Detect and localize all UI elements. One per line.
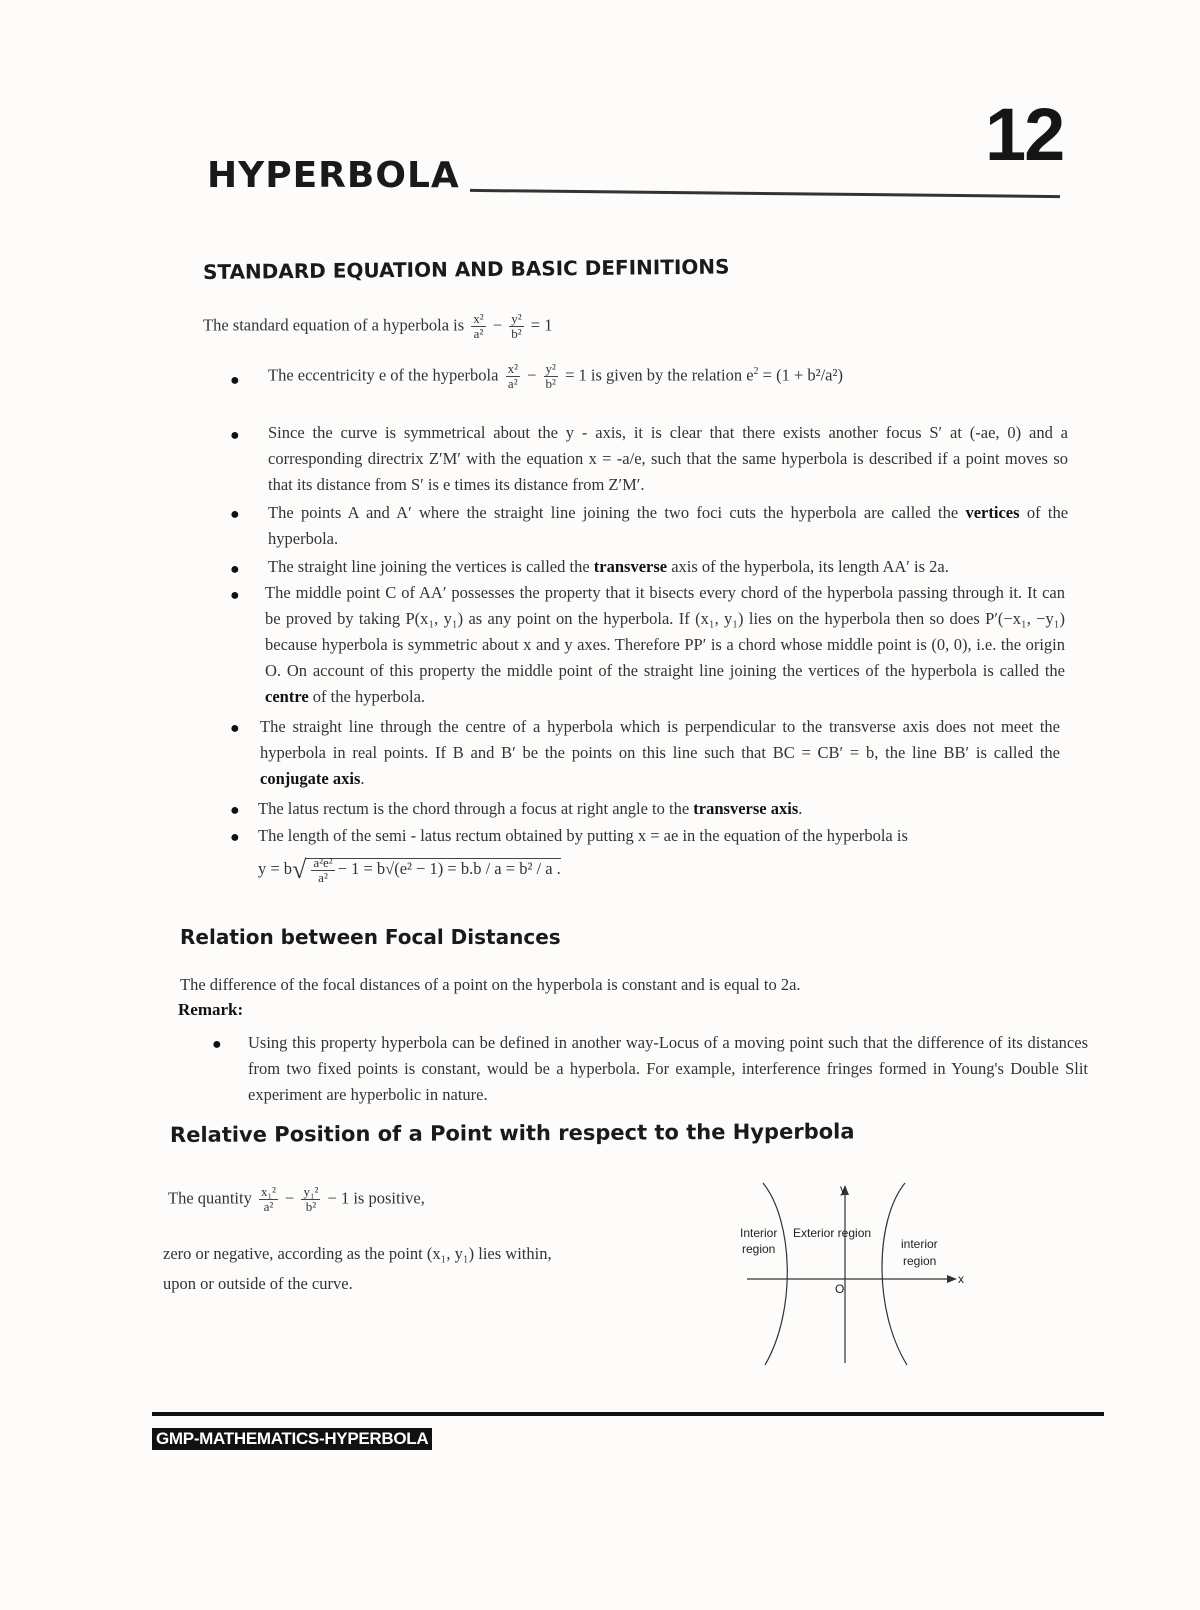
interior-left-label-2: region: [742, 1242, 776, 1256]
semi-latus-equation: y = b√ $\frac{\text{a²e²}}{\text{a²}}$ − 1 = b√(e² − 1) = b.b / a = b² / a .: [258, 854, 561, 885]
conjugate-bold: conjugate axis: [260, 769, 361, 788]
bullet-icon: ●: [230, 506, 240, 523]
standard-equation-line: The standard equation of a hyperbola is $\frac{\text{x²}}{\text{a²}}$ − $\frac{\text{y²}}{\text{b²}}$ = 1: [203, 311, 553, 341]
origin-label: O: [835, 1282, 845, 1296]
section-heading-relative-position: Relative Position of a Point with respect to the Hyperbola: [169, 1119, 855, 1147]
x-axis-arrow-icon: [947, 1275, 957, 1283]
interior-right-label-2: region: [903, 1254, 937, 1268]
vertices-text-a: The points A and A′ where the straight line joining the two foci cuts the hyperbola are called the: [268, 503, 959, 522]
list-item-conjugate: [260, 714, 1060, 792]
bullet-icon: ●: [230, 720, 240, 737]
conjugate-text-a: The straight line through the centre of a hyperbola which is perpendicular to the transverse axis does not meet the hyperbola in real points. If B and B′ be the points on this line such that BC = CB′ = b, the line BB′ is called the: [260, 717, 1060, 762]
footer-label: GMP-MATHEMATICS-HYPERBOLA: [152, 1428, 432, 1450]
title-rule: [470, 189, 1060, 198]
quantity-line-2: zero or negative, according as the point (x₁, y₁) lies within,: [163, 1244, 552, 1263]
interior-left-label-1: Interior: [740, 1226, 778, 1240]
list-item-centre: [265, 580, 1065, 710]
section-heading-focal-distances: Relation between Focal Distances: [180, 925, 561, 949]
hyperbola-regions-diagram: [735, 1175, 975, 1375]
interior-right-label-1: interior: [901, 1237, 938, 1251]
eccentricity-relation-text: = 1 is given by the relation e: [565, 365, 754, 385]
bullet-icon: ●: [230, 829, 240, 846]
bullet-icon: ●: [230, 427, 240, 444]
remark-bullet: Using this property hyperbola can be defined in another way-Locus of a moving point such that the difference of its distances from two fixed points is constant, would be a hyperbola. For example, interference fringes formed in Young's Double Slit experiment are hyperbolic in nature.: [248, 1033, 1088, 1104]
list-item-eccentricity: The eccentricity e of the hyperbola $\frac{\text{x²}}{\text{a²}}$ − $\frac{\text{y²}}{\text{b²}}$ = 1 is given by the relation $e^2 = (1 + b^2/a^2)$: [268, 361, 843, 391]
bullet-icon: ●: [212, 1036, 222, 1053]
list-item-vertices: [268, 500, 1068, 552]
fraction-x2-a2: $\frac{\text{x²}}{\text{a²}}$: [473, 311, 484, 341]
section-heading-standard-equation: STANDARD EQUATION AND BASIC DEFINITIONS: [202, 254, 730, 284]
bullet-icon: ●: [230, 561, 240, 578]
quantity-post-text: − 1 is positive,: [327, 1188, 425, 1208]
fraction-a2e2-a2: $\frac{\text{a²e²}}{\text{a²}}$: [313, 854, 333, 885]
latus-bold: transverse axis: [693, 799, 799, 818]
bullet-icon: ●: [230, 802, 240, 819]
fraction-y1sq-b2: $\frac{\text{y₁²}}{\text{b²}}$: [303, 1184, 319, 1214]
latus-text-b: .: [798, 799, 803, 818]
standard-equation-text: The standard equation of a hyperbola is: [203, 315, 465, 335]
fraction-x1sq-a2: $\frac{\text{x₁²}}{\text{a²}}$: [260, 1184, 276, 1214]
eccentricity-relation-rhs: = (1 + b²/a²): [762, 365, 843, 385]
eccentricity-text: The eccentricity e of the hyperbola: [268, 365, 499, 385]
list-item-latus-rectum: [258, 796, 1058, 822]
x-axis-label: x: [958, 1272, 964, 1286]
conjugate-text-b: .: [360, 769, 365, 788]
vertices-bold: vertices: [965, 503, 1020, 522]
list-item-semi-latus: The length of the semi - latus rectum obtained by putting x = ae in the equation of the hyperbola is: [258, 826, 908, 845]
y-axis-label: y: [840, 1182, 846, 1196]
transverse-text-a: The straight line joining the vertices is called the: [268, 557, 590, 576]
centre-text-b: of the hyperbola.: [312, 687, 426, 706]
latus-text-a: The latus rectum is the chord through a focus at right angle to the: [258, 799, 690, 818]
fraction-y2-b2: $\frac{\text{y²}}{\text{b²}}$: [511, 311, 522, 341]
left-hyperbola-branch: [763, 1183, 787, 1365]
chapter-title: HYPERBOLA: [207, 155, 460, 196]
focal-distances-text: The difference of the focal distances of a point on the hyperbola is constant and is equal to 2a.: [180, 975, 801, 994]
fraction-y2-b2: $\frac{\text{y²}}{\text{b²}}$: [545, 361, 556, 391]
quantity-text: The quantity: [168, 1188, 252, 1208]
bullet-icon: ●: [230, 372, 240, 389]
centre-bold: centre: [265, 687, 309, 706]
fraction-x2-a2: $\frac{\text{x²}}{\text{a²}}$: [507, 361, 518, 391]
exterior-label: Exterior region: [793, 1226, 872, 1240]
bullet-icon: ●: [230, 587, 240, 604]
right-hyperbola-branch: [882, 1183, 907, 1365]
quantity-line: The quantity $\frac{\text{x₁²}}{\text{a²}}$ − $\frac{\text{y₁²}}{\text{b²}}$ − 1 is positive,: [168, 1184, 425, 1214]
remark-label: Remark:: [178, 1000, 244, 1019]
standard-equation-rhs: = 1: [530, 315, 553, 335]
chapter-number: 12: [985, 93, 1064, 176]
semi-latus-equation-tail: − 1 = b√(e² − 1) = b.b / a = b² / a .: [337, 858, 561, 878]
footer-rule: [152, 1412, 1104, 1416]
list-item-symmetry: Since the curve is symmetrical about the y - axis, it is clear that there exists another focus S′ at (-ae, 0) and a corresponding directrix Z′M′ with the equation x = -a/e, such that the same hyperbola is described if a point moves so that its distance from S′ is e times its distance from Z′M′.: [268, 423, 1068, 494]
quantity-line-3: upon or outside of the curve.: [163, 1274, 353, 1293]
centre-text-a: The middle point C of AA′ possesses the property that it bisects every chord of the hyperbola passing through it. It can be proved by taking P(x₁, y₁) as any point on the hyperbola. If (x₁, y₁) lies on the hyperbola then so does P′(−x₁, −y₁) because hyperbola is symmetric about x and y axes. Therefore PP′ is a chord whose middle point is (0, 0), i.e. the origin O. On account of this property the middle point of the straight line joining the vertices of the hyperbola is called the: [265, 583, 1065, 680]
transverse-bold: transverse: [593, 557, 668, 576]
list-item-transverse: [268, 554, 1068, 580]
vertices-text-b: of the hyperbola.: [268, 503, 1069, 548]
transverse-text-b: axis of the hyperbola, its length AA′ is 2a.: [671, 557, 949, 576]
